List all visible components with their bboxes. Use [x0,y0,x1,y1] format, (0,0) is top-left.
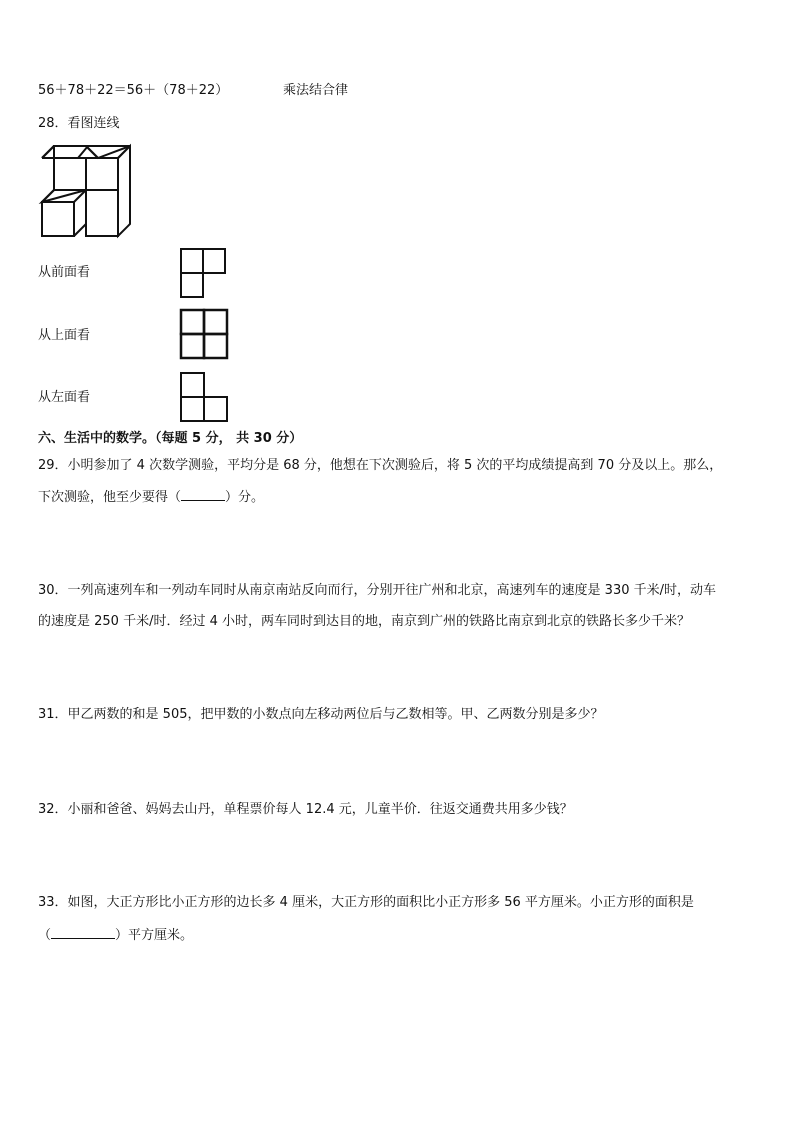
q33-line1: 33．如图，大正方形比小正方形的边长多 4 厘米，大正方形的面积比小正方形多 56 平方厘米。小正方形的面积是 [38,895,694,910]
law-text: 乘法结合律 [283,83,349,98]
q30-line1: 30．一列高速列车和一列动车同时从南京南站反向而行，分别开往广州和北京，高速列车的速度是 330 千米/时，动车 [38,583,717,598]
q31-line1: 31．甲乙两数的和是 505，把甲数的小数点向左移动两位后与乙数相等。甲、乙两数分别是多少？ [38,707,604,722]
view-label-front: 从前面看 [38,265,91,280]
q33-line2-before: （ [38,928,52,943]
q29-line1: 29．小明参加了 4 次数学测验，平均分是 68 分，他想在下次测验后，将 5 次的平均成绩提高到 70 分及以上。那么， [38,458,723,473]
view-figure-a [179,247,229,301]
q32-line1: 32．小丽和爸爸、妈妈去山丹，单程票价每人 12.4 元，儿童半价．往返交通费共用多少钱？ [38,802,573,817]
equation-text: 56＋78＋22＝56＋（78＋22） [38,83,229,98]
q29-line2-before: 下次测验，他至少要得（ [38,490,182,505]
q30-line2: 的速度是 250 千米/时．经过 4 小时，两车同时到达目的地，南京到广州的铁路比南京到北京的铁路长多少千米？ [38,614,690,629]
view-figure-b [179,308,231,362]
section-6-heading: 六、生活中的数学。（每题 5 分， 共 30 分） [38,431,303,446]
cube-stack-figure [38,140,134,240]
view-label-top: 从上面看 [38,328,91,343]
q33-line2 [38,928,193,944]
q29-line2-after: ）分。 [225,490,265,505]
q29-answer-blank[interactable] [181,500,225,501]
q33-answer-blank[interactable] [51,938,115,939]
view-figure-c [179,371,231,425]
q33-line2-after: ）平方厘米。 [115,928,194,943]
q29-line2 [38,490,264,506]
q28-title: 28．看图连线 [38,116,120,131]
view-label-left: 从左面看 [38,390,91,405]
